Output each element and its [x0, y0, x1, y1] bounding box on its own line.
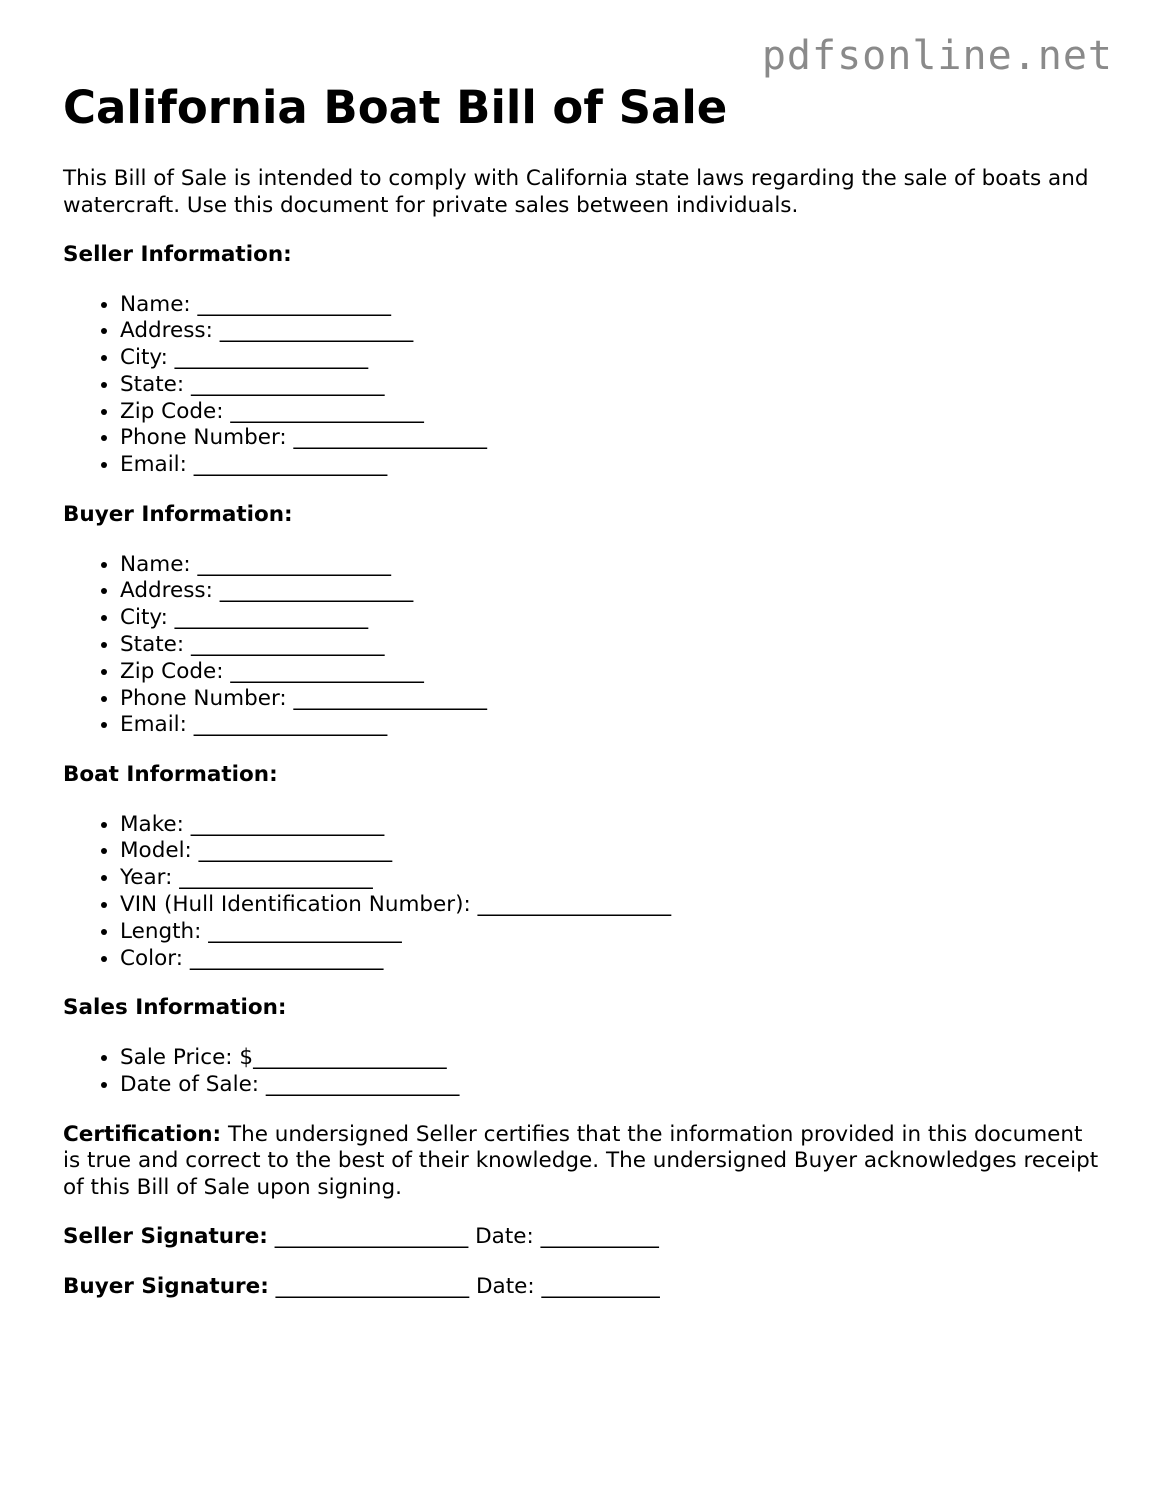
document-title: California Boat Bill of Sale — [63, 81, 728, 134]
buyer-signature-blank: __________________ — [275, 1273, 470, 1299]
certification-label: Certification: — [63, 1121, 222, 1147]
seller-name-field[interactable]: • Name: __________________ — [120, 292, 1103, 319]
intro-paragraph: This Bill of Sale is intended to comply with California state laws regarding the sale of boats and watercraft. Use this document for private sales between individuals. — [63, 166, 1089, 218]
boat-make-field[interactable]: • Make: __________________ — [120, 812, 1103, 839]
blank-line: __________________ — [193, 712, 388, 738]
blank-line: __________________ — [293, 685, 488, 711]
blank-line: __________________ — [189, 945, 384, 971]
boat-color-field[interactable]: • Color: __________________ — [120, 946, 1103, 973]
blank-line: __________________ — [197, 291, 392, 317]
seller-zip-field[interactable]: • Zip Code: __________________ — [120, 399, 1103, 426]
buyer-date-blank: ___________ — [541, 1273, 660, 1299]
blank-line: __________________ — [190, 811, 385, 837]
buyer-zip-field[interactable]: • Zip Code: __________________ — [120, 659, 1103, 686]
buyer-city-field[interactable]: • City: __________________ — [120, 605, 1103, 632]
seller-phone-field[interactable]: • Phone Number: __________________ — [120, 425, 1103, 452]
blank-line: __________________ — [179, 865, 373, 891]
buyer-state-field[interactable]: • State: __________________ — [120, 632, 1103, 659]
boat-vin-field[interactable]: • VIN (Hull Identification Number): __________________ — [120, 892, 1103, 919]
date-of-sale-field[interactable]: • Date of Sale: __________________ — [120, 1072, 1103, 1099]
blank-line: __________________ — [197, 551, 392, 577]
blank-line: __________________ — [191, 371, 385, 397]
blank-line: __________________ — [219, 578, 414, 604]
blank-line: __________________ — [253, 1044, 447, 1070]
buyer-name-field[interactable]: • Name: __________________ — [120, 552, 1103, 579]
blank-line: __________________ — [198, 838, 393, 864]
watermark: pdfsonline.net — [761, 33, 1113, 79]
buyer-signature-line[interactable] — [63, 1274, 1103, 1301]
blank-line: __________________ — [219, 318, 414, 344]
seller-city-field[interactable]: • City: __________________ — [120, 345, 1103, 372]
buyer-email-field[interactable]: • Email: __________________ — [120, 712, 1103, 739]
boat-length-field[interactable]: • Length: __________________ — [120, 919, 1103, 946]
buyer-phone-field[interactable]: • Phone Number: __________________ — [120, 686, 1103, 713]
blank-line: __________________ — [230, 398, 424, 424]
buyer-section-heading: Buyer Information: — [63, 502, 293, 528]
sales-field-list — [63, 1045, 1103, 1099]
blank-line: __________________ — [191, 631, 385, 657]
document-page — [63, 80, 1103, 1300]
boat-section-heading: Boat Information: — [63, 762, 278, 788]
boat-model-field[interactable]: • Model: __________________ — [120, 838, 1103, 865]
buyer-signature-label: Buyer Signature: — [63, 1273, 269, 1299]
seller-state-field[interactable]: • State: __________________ — [120, 372, 1103, 399]
blank-line: __________________ — [208, 918, 402, 944]
blank-line: __________________ — [174, 345, 369, 371]
sales-section-heading: Sales Information: — [63, 995, 287, 1021]
buyer-address-field[interactable]: • Address: __________________ — [120, 578, 1103, 605]
boat-year-field[interactable]: • Year: __________________ — [120, 865, 1103, 892]
certification-paragraph — [63, 1122, 1103, 1202]
seller-signature-line[interactable] — [63, 1224, 1103, 1251]
blank-line: __________________ — [477, 892, 672, 918]
blank-line: __________________ — [265, 1071, 460, 1097]
seller-signature-blank: __________________ — [274, 1224, 469, 1250]
seller-section-heading: Seller Information: — [63, 242, 292, 267]
blank-line: __________________ — [293, 425, 488, 451]
boat-field-list — [63, 812, 1103, 973]
blank-line: __________________ — [193, 452, 388, 478]
blank-line: __________________ — [230, 658, 424, 684]
blank-line: __________________ — [174, 605, 369, 631]
seller-field-list — [63, 292, 1103, 480]
seller-signature-label: Seller Signature: — [63, 1224, 268, 1250]
seller-email-field[interactable]: • Email: __________________ — [120, 452, 1103, 479]
seller-date-label: Date: — [475, 1224, 534, 1250]
buyer-date-label: Date: — [476, 1273, 535, 1299]
certification-text: The undersigned Seller certifies that the information provided in this document is true and correct to the best of their knowledge. The undersigned Buyer acknowledges receipt of this Bill of Sale upon signing. — [63, 1121, 1099, 1200]
sale-price-field[interactable]: • Sale Price: $__________________ — [120, 1045, 1103, 1072]
buyer-field-list — [63, 552, 1103, 740]
seller-date-blank: ___________ — [540, 1224, 659, 1250]
seller-address-field[interactable]: • Address: __________________ — [120, 318, 1103, 345]
